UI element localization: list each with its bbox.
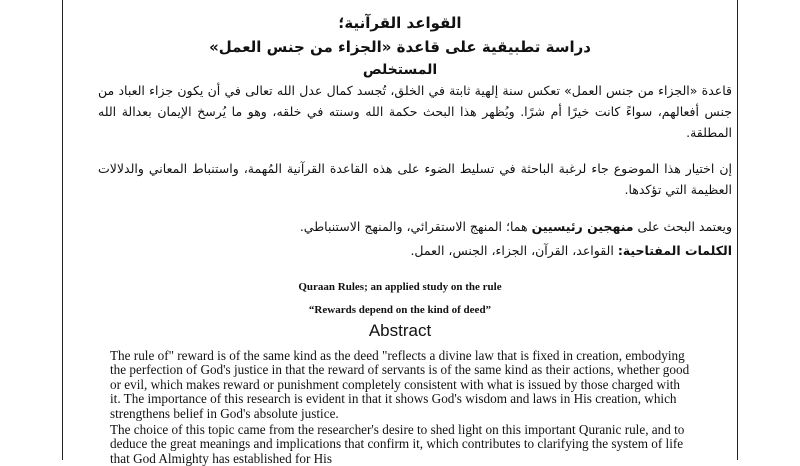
methods-prefix: ويعتمد البحث على xyxy=(633,219,732,234)
arabic-paragraph-2: إن اختيار هذا الموضوع جاء لرغبة الباحثة في تسليط الضوء على هذه القاعدة القرآنية المُهمة، واستنباط المعاني والدلالات العظيمة التي تؤكدها. xyxy=(98,161,732,197)
arabic-title-line2: دراسة تطبيقية على قاعدة «الجزاء من جنس العمل» xyxy=(209,38,591,56)
english-paragraph-1: The rule of" reward is of the same kind as the deed "reflects a divine law that is fixed in creation, embodying the perfection of God's justice in that the reward of servants is of the same kind as their actions, whether good or evil, which makes reward or punishment completely consistent with what is issued by those charged with it. The importance of this research is evident in that it shows God's wisdom and laws in His creation, which strengthens belief in God's absolute justice. xyxy=(110,348,690,421)
abstract-heading: Abstract xyxy=(368,321,432,340)
english-subtitle: “Rewards depend on the kind of deed” xyxy=(308,304,492,316)
methods-suffix: هما؛ المنهج الاستقرائي، والمنهج الاستنباطي. xyxy=(299,219,532,234)
methods-bold: منهجين رئيسيين xyxy=(531,219,634,234)
arabic-keywords xyxy=(98,240,732,261)
arabic-abstract-heading: المستخلص xyxy=(362,62,438,78)
arabic-title-line1: القواعد القرآنية؛ xyxy=(338,14,462,32)
english-title: Quraan Rules; an applied study on the rule xyxy=(298,281,502,293)
arabic-paragraph-1: قاعدة «الجزاء من جنس العمل» تعكس سنة إلهية ثابتة في الخلق، تُجسد كمال عدل الله تعالى في أن يكون جزاء العباد من جنس أفعالهم، سواءً كانت خيرًا أم شرًا. ويُظهر هذا البحث حكمة الله وسنته في خلقه، وهو ما يُرسخ الإيمان بعدالة الله المطلقة. xyxy=(98,83,732,140)
english-paragraph-2: The choice of this topic came from the researcher's desire to shed light on this important Quranic rule, and to deduce the great meanings and implications that confirm it, which contributes to clarifying the system of life that God Almighty has established for His xyxy=(110,422,685,466)
keywords-text: القواعد، القرآن، الجزاء، الجنس، العمل. xyxy=(410,243,618,258)
keywords-label: الكلمات المفتاحية: xyxy=(617,243,732,258)
arabic-paragraph-3 xyxy=(98,216,732,237)
